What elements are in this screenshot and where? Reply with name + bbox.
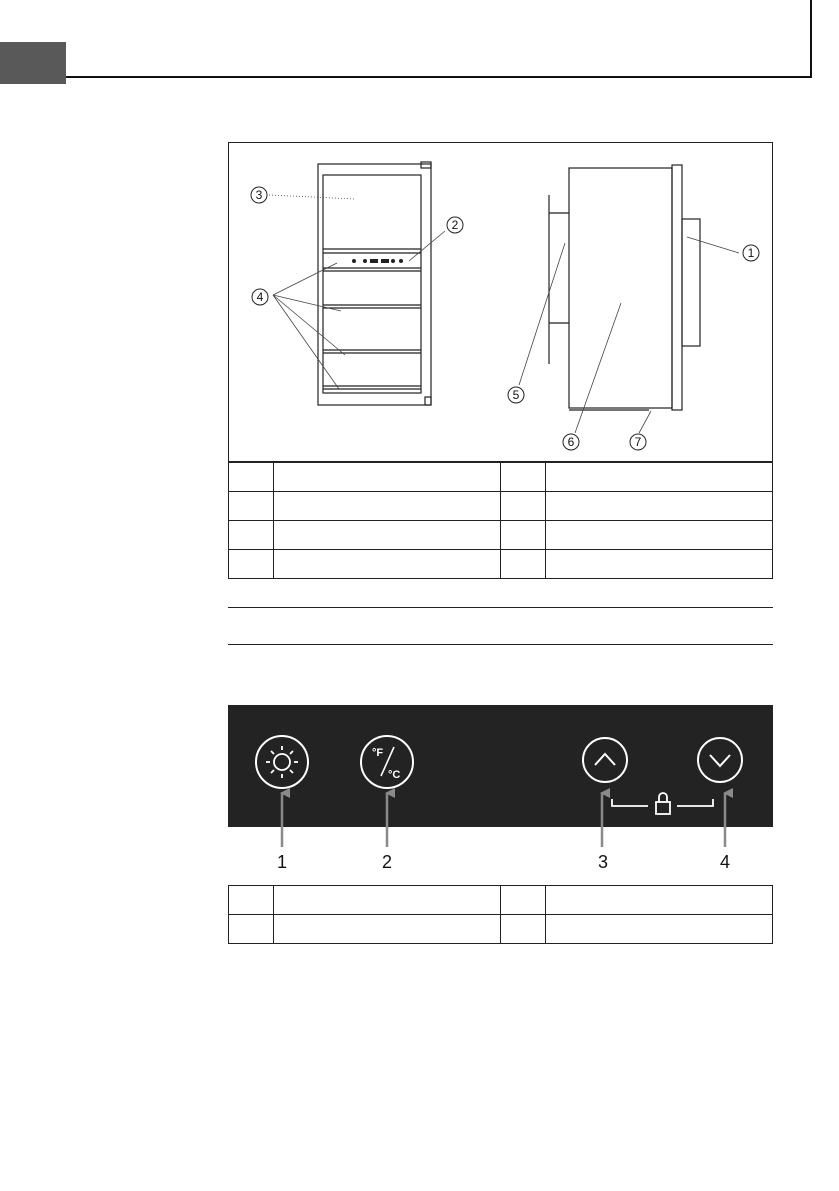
callout-5 (508, 387, 524, 403)
callout-2 (447, 217, 463, 233)
device-overview-figure (228, 142, 773, 462)
svg-text:2: 2 (451, 218, 459, 232)
lock-combo-indicator (612, 793, 713, 814)
parts-legend-table (228, 462, 773, 579)
temperature-down-button[interactable] (698, 738, 742, 782)
unit-toggle-button[interactable] (361, 736, 413, 788)
crop-mark (810, 0, 812, 78)
svg-text:7: 7 (634, 435, 642, 449)
legend-number (229, 915, 274, 944)
section-rule-top (228, 607, 773, 608)
legend-text (274, 915, 501, 944)
legend-number (229, 463, 274, 492)
table-row (229, 550, 773, 579)
light-icon (266, 746, 298, 778)
svg-text:6: 6 (567, 435, 575, 449)
controls-legend-table (228, 885, 773, 944)
light-button[interactable] (256, 736, 308, 788)
chevron-down-icon (710, 755, 730, 766)
legend-text (546, 492, 773, 521)
legend-text (546, 886, 773, 915)
legend-number (229, 886, 274, 915)
callout-1 (743, 245, 759, 261)
button-number-4: 4 (719, 852, 731, 872)
legend-number (501, 521, 546, 550)
legend-text (274, 521, 501, 550)
callout-3 (251, 187, 267, 203)
legend-number (501, 492, 546, 521)
svg-text:°C: °C (388, 769, 401, 781)
control-dots (352, 259, 403, 263)
legend-number (501, 550, 546, 579)
table-row (229, 886, 773, 915)
svg-text:4: 4 (256, 290, 264, 304)
temperature-up-button[interactable] (583, 738, 627, 782)
legend-text (546, 915, 773, 944)
front-leaders (269, 195, 445, 389)
table-row (229, 915, 773, 944)
callout-4 (252, 289, 268, 305)
legend-number (501, 463, 546, 492)
button-number-2: 2 (381, 852, 393, 872)
legend-number (501, 915, 546, 944)
button-number-1: 1 (276, 852, 288, 872)
lock-icon (656, 793, 670, 814)
section-rule-bottom (228, 644, 773, 645)
svg-text:1: 1 (747, 246, 755, 260)
legend-text (546, 550, 773, 579)
legend-text (274, 463, 501, 492)
legend-text (546, 521, 773, 550)
language-tab (0, 42, 66, 84)
legend-number (229, 492, 274, 521)
legend-text (274, 886, 501, 915)
control-panel-drawing (228, 705, 773, 875)
svg-text:°F: °F (372, 747, 384, 759)
table-row (229, 463, 773, 492)
side-leaders (519, 237, 739, 433)
button-number-3: 3 (597, 852, 609, 872)
legend-number (229, 521, 274, 550)
svg-text:3: 3 (255, 188, 263, 202)
legend-number (229, 550, 274, 579)
legend-number (501, 886, 546, 915)
legend-text (546, 463, 773, 492)
fahrenheit-celsius-icon (372, 747, 400, 781)
legend-text (274, 492, 501, 521)
device-drawing (229, 143, 774, 463)
chevron-up-icon (595, 754, 615, 765)
section-heading (228, 616, 773, 636)
table-row (229, 492, 773, 521)
legend-text (274, 550, 501, 579)
crop-line (0, 76, 812, 78)
callout-7 (630, 434, 646, 450)
side-view (549, 165, 700, 410)
svg-text:5: 5 (512, 388, 520, 402)
callouts (251, 187, 759, 450)
callout-6 (563, 434, 579, 450)
table-row (229, 521, 773, 550)
